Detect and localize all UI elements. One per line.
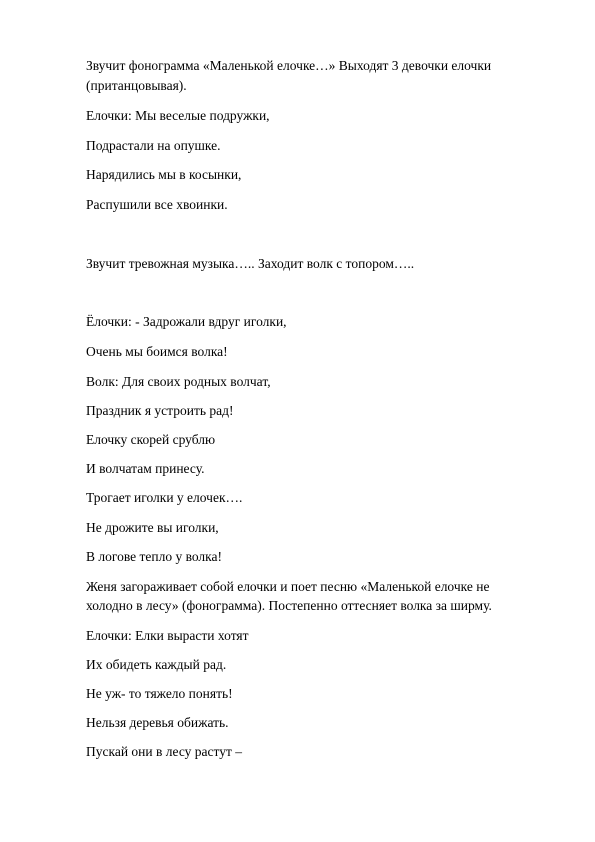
text-line: Не уж- то тяжело понять! [86,686,233,701]
text-line: Елочку скорей срублю [86,432,216,447]
text-line: Их обидеть каждый рад. [86,657,227,672]
text-line: Нарядились мы в косынки, [86,167,242,182]
text-line: Звучит тревожная музыка….. Заходит волк с топором….. [86,256,415,271]
text-line: Очень мы боимся волка! [86,344,228,359]
text-line: Елочки: Мы веселые подружки, [86,108,270,123]
text-line: Не дрожите вы иголки, [86,520,219,535]
text-line: Пускай они в лесу растут – [86,744,242,759]
text-line: Ёлочки: - Задрожали вдруг иголки, [86,314,287,329]
text-line: Елочки: Елки вырасти хотят [86,628,249,643]
text-line: Женя загораживает собой елочки и поет песню «Маленькой елочке не [86,579,490,594]
text-line: Распушили все хвоинки. [86,197,228,212]
text-line: В логове тепло у волка! [86,549,223,564]
text-line: холодно в лесу» (фонограмма). Постепенно оттесняет волка за ширму. [86,598,492,613]
text-line: И волчатам принесу. [86,461,205,476]
text-line: Звучит фонограмма «Маленькой елочке…» Выходят 3 девочки елочки [86,58,492,73]
text-line: Трогает иголки у елочек…. [86,490,243,505]
text-line: Нельзя деревья обижать. [86,715,229,730]
text-line: Волк: Для своих родных волчат, [86,374,271,389]
text-line: (пританцовывая). [86,78,187,93]
text-line: Праздник я устроить рад! [86,403,234,418]
text-line: Подрастали на опушке. [86,138,221,153]
